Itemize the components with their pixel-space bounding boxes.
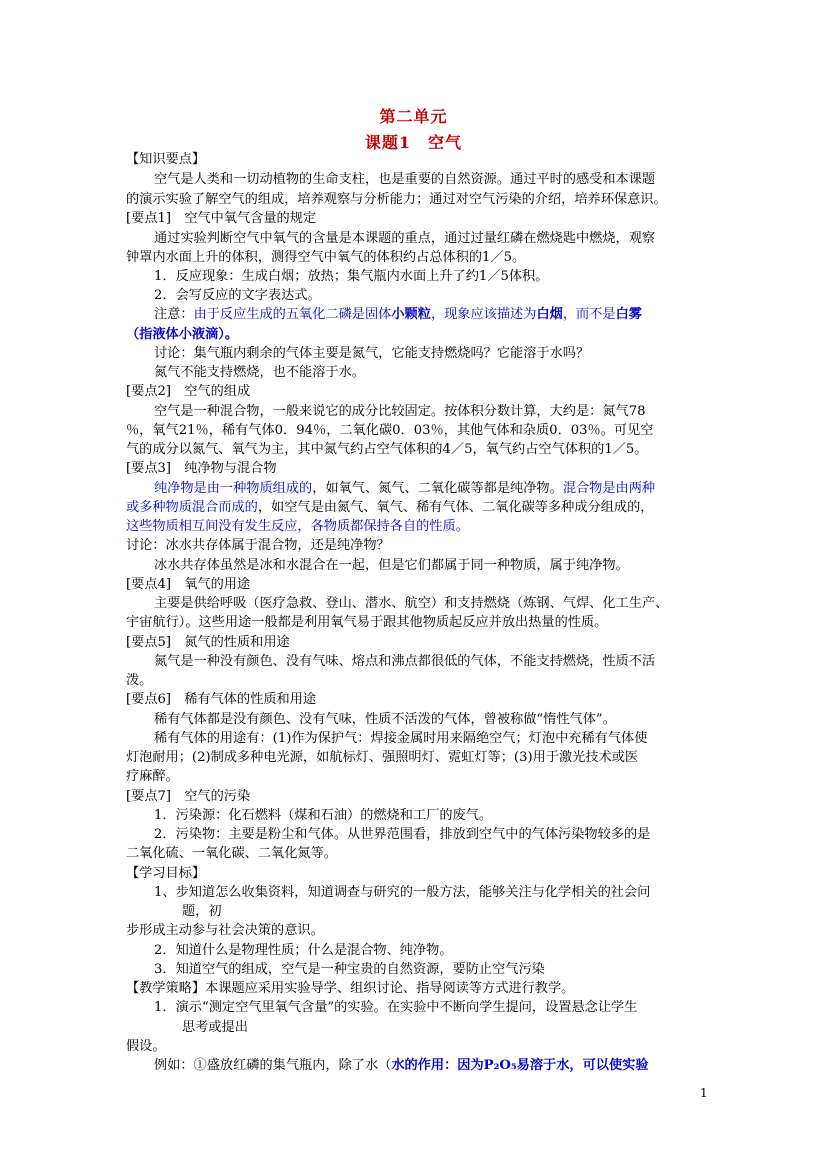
note-emphasis: 白雾 [615, 307, 642, 322]
note-emphasis: 白烟 [536, 307, 563, 322]
text-line: 讨论：冰水共存体属于混合物，还是纯净物？ [126, 538, 390, 553]
point-heading: [要点5] 氮气的性质和用途 [126, 635, 290, 650]
text-line: 冰水共存体虽然是冰和水混合在一起，但是它们都属于同一种物质，属于纯净物。 [154, 558, 629, 573]
text-line: 1．演示“测定空气里氧气含量”的实验。在实验中不断向学生提问，设置悬念让学生 [154, 1000, 638, 1015]
text-line: 氮气是一种没有颜色、没有气味、熔点和沸点都很低的气体，不能支持燃烧，性质不活 [154, 654, 656, 669]
text-line: 主要是供给呼吸（医疗急救、登山、潜水、航空）和支持燃烧（炼钢、气焊、化工生产、 [154, 596, 669, 611]
text-line: 疗麻醉。 [126, 769, 179, 784]
note-label: 注意： [154, 307, 194, 322]
text-line: 3．知道空气的组成，空气是一种宝贵的自然资源，要防止空气污染 [154, 962, 545, 977]
text-line: 1．污染源：化石燃料（煤和石油）的燃烧和工厂的废气。 [154, 808, 493, 823]
text-line: 1、步知道怎么收集资料，知道调查与研究的一般方法，能够关注与化学相关的社会问 [154, 885, 651, 900]
text-line: 假设。 [126, 1039, 166, 1054]
text-line: ％，氧气21％，稀有气体0．94％，二氧化碳0．03％，其他气体和杂质0．03％。可见空 [126, 423, 654, 438]
text-line: 题，初 [182, 904, 222, 919]
text-line: 二氧化硫、一氧化碳、二氧化氮等。 [126, 846, 337, 861]
text-line: 1．反应现象：生成白烟；放热；集气瓶内水面上升了约1／5体积。 [154, 269, 549, 284]
note-emphasis: 小颗粒 [391, 307, 431, 322]
example-line [154, 1056, 649, 1076]
text-line: 讨论：集气瓶内剩余的气体主要是氮气，它能支持燃烧吗？它能溶于水吗？ [154, 346, 590, 361]
definition-mixture: 或多种物质混合而成的 [126, 500, 258, 515]
lesson-title: 课题1 空气 [364, 133, 463, 152]
text-line: 稀有气体的用途有：(1)作为保护气：焊接金属时用来隔绝空气；灯泡中充稀有气体使 [154, 731, 648, 746]
text-line: 气的成分以氮气、氧气为主，其中氮气约占空气体积的4／5，氧气约占空气体积的1／5。 [126, 442, 648, 457]
section-heading: 【教学策略】本课题应采用实验导学、组织讨论、指导阅读等方式进行教学。 [126, 981, 575, 996]
point-heading: [要点2] 空气的组成 [126, 384, 251, 399]
point-heading: [要点7] 空气的污染 [126, 789, 251, 804]
text-line: 氮气不能支持燃烧，也不能溶于水。 [154, 365, 365, 380]
point-heading: [要点6] 稀有气体的性质和用途 [126, 692, 317, 707]
text-line: 思考或提出 [182, 1020, 248, 1035]
section-heading: 【知识要点】 [126, 152, 206, 167]
definition-line [126, 498, 654, 518]
point-heading: [要点4] 氧气的用途 [126, 577, 251, 592]
text-line: 2．会写反应的文字表达式。 [154, 288, 321, 303]
definition-mixture: 混合物是由两种 [562, 481, 656, 496]
section-heading: 【学习目标】 [126, 866, 206, 881]
text-line: 宇宙航行）。这些用途一般都是利用氧气易于跟其他物质起反应并放出热量的性质。 [126, 615, 608, 630]
text-line: 空气是人类和一切动植物的生命支柱，也是重要的自然资源。通过平时的感受和本课题 [154, 172, 656, 187]
note-text: 由于反应生成的五氧化二磷是固体 [193, 307, 392, 322]
text-line: 2．知道什么是物理性质；什么是混合物、纯净物。 [154, 943, 453, 958]
note-line [154, 305, 642, 325]
text-span: ，如空气是由氮气、氧气、稀有气体、二氧化碳等多种成分组成的， [257, 500, 654, 515]
text-line: 空气是一种混合物，一般来说它的成分比较固定。按体积分数计算，大约是：氮气78 [154, 404, 646, 419]
point-heading: [要点3] 纯净物与混合物 [126, 461, 277, 476]
note-continuation: （指液体小液滴）。 [126, 327, 239, 342]
definition-mixture: 这些物质相互间没有发生反应，各物质都保持各自的性质。 [126, 519, 469, 534]
text-line: 2．污染物：主要是粉尘和气体。从世界范围看，排放到空气中的气体污染物较多的是 [154, 827, 651, 842]
text-line: 钟罩内水面上升的体积，测得空气中氧气的体积约占总体积的1／5。 [126, 250, 526, 265]
definition-pure: 纯净物是由一种物质组成的 [154, 481, 313, 496]
text-line: 灯泡耐用；(2)制成多种电光源，如航标灯、强照明灯、霓虹灯等；(3)用于激光技术或医 [126, 750, 639, 765]
text-line: 通过实验判断空气中氧气的含量是本课题的重点，通过过量红磷在燃烧匙中燃烧，观察 [154, 231, 656, 246]
point-heading: [要点1] 空气中氧气含量的规定 [126, 211, 317, 226]
text-line: 步形成主动参与社会决策的意识。 [126, 923, 324, 938]
text-line: 的演示实验了解空气的组成，培养观察与分析能力；通过对空气污染的介绍，培养环保意识。 [126, 192, 667, 207]
text-span: ，如氧气、氮气、二氧化碳等都是纯净物。 [312, 481, 563, 496]
definition-line [154, 479, 655, 499]
text-span: 例如：①盛放红磷的集气瓶内，除了水（ [154, 1058, 392, 1073]
text-line: 泼。 [126, 673, 153, 688]
text-line: 稀有气体都是没有颜色、没有气味，性质不活泼的气体，曾被称做“惰性气体”。 [154, 712, 616, 727]
unit-title: 第二单元 [379, 107, 448, 126]
water-role-text: 水的作用：因为P₂O₅易溶于水，可以使实验 [391, 1058, 649, 1073]
note-text: ，而不是 [562, 307, 616, 322]
page-number: 1 [700, 1086, 708, 1100]
note-text: ，现象应该描述为 [430, 307, 537, 322]
